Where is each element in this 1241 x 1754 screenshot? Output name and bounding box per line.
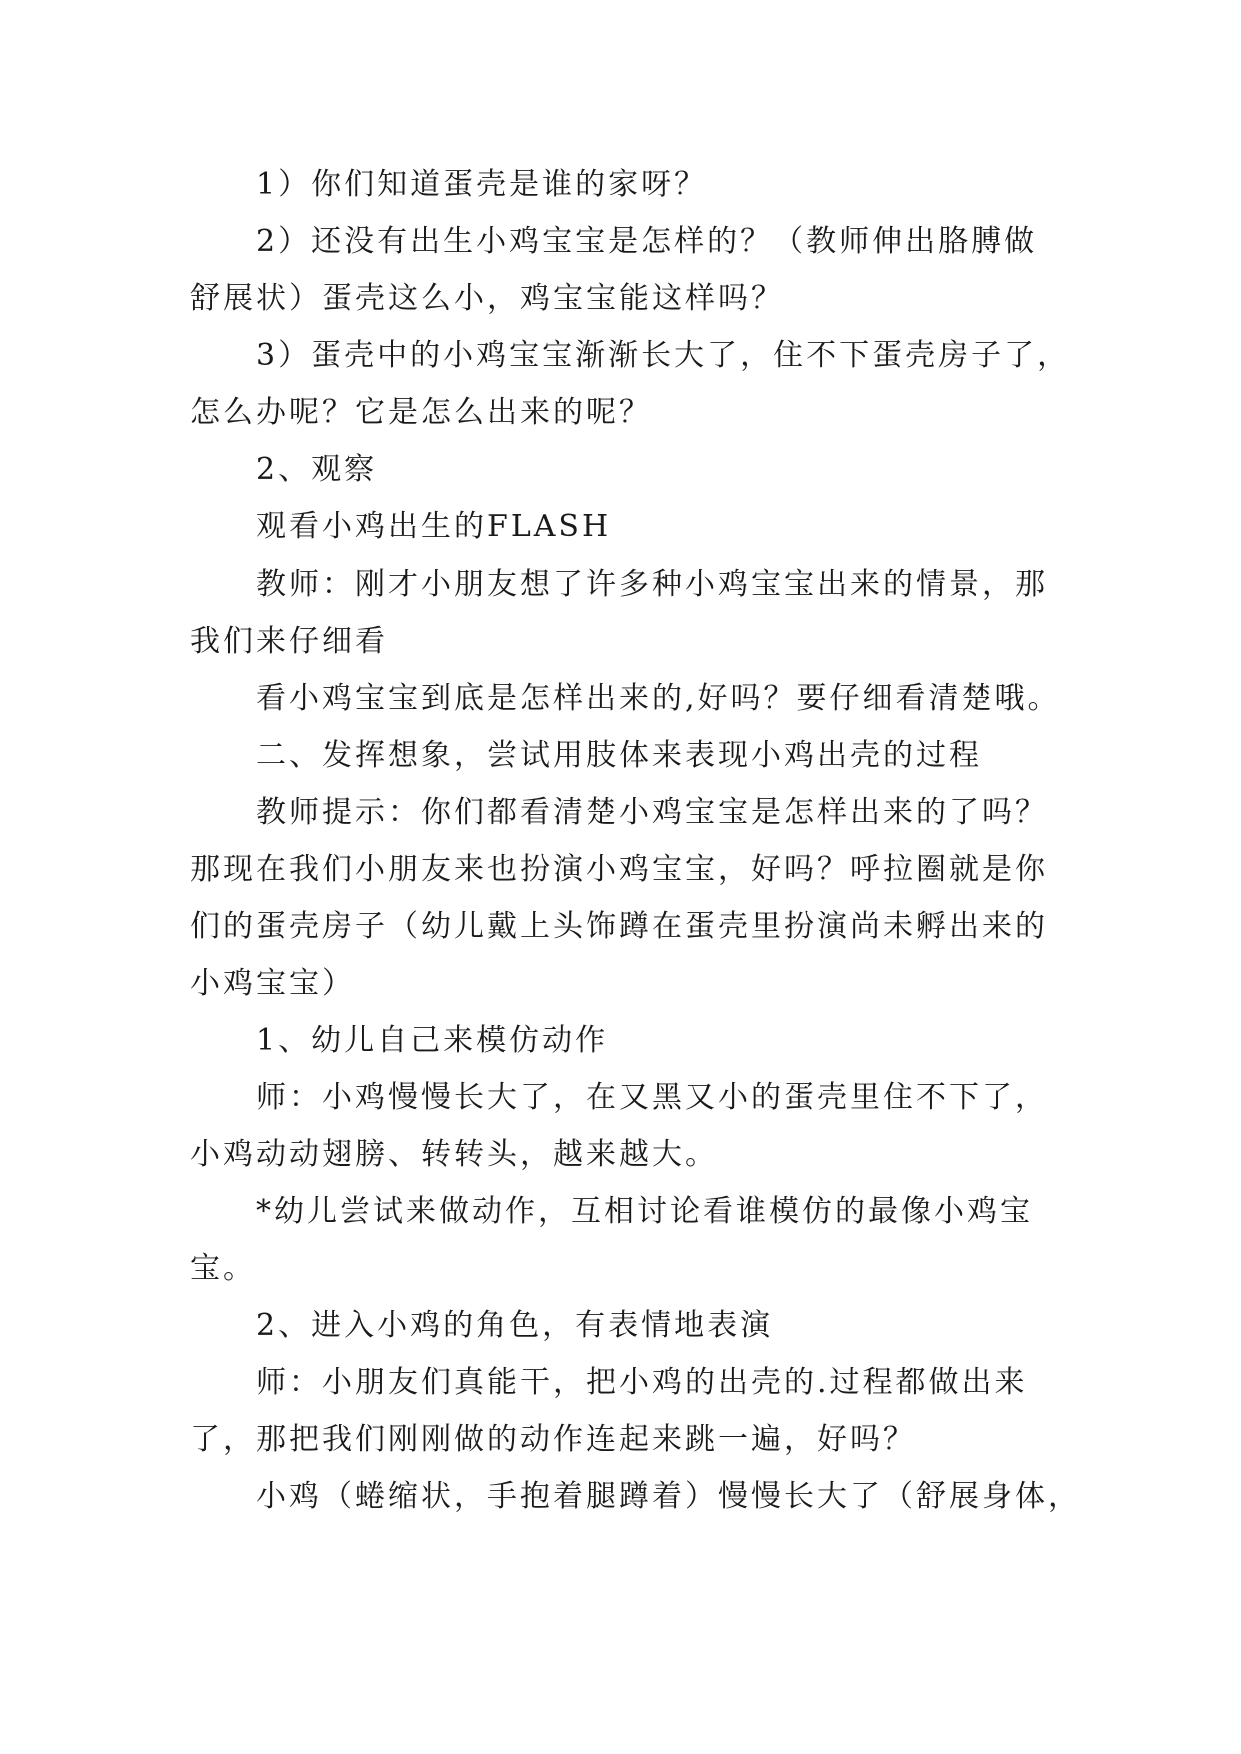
text-line-24: 小鸡（蜷缩状，手抱着腿蹲着）慢慢长大了（舒展身体， bbox=[256, 1479, 1081, 1514]
text-line-17: 师：小鸡慢慢长大了，在又黑又小的蛋壳里住不下了， bbox=[256, 1080, 1048, 1115]
text-line-15: 小鸡宝宝） bbox=[190, 966, 355, 1001]
text-line-18: 小鸡动动翅膀、转转头，越来越大。 bbox=[190, 1137, 718, 1172]
text-line-8: 教师：刚才小朋友想了许多种小鸡宝宝出来的情景，那 bbox=[256, 567, 1048, 602]
text-line-3: 舒展状）蛋壳这么小，鸡宝宝能这样吗？ bbox=[190, 281, 784, 316]
text-line-10: 看小鸡宝宝到底是怎样出来的,好吗？要仔细看清楚哦。 bbox=[256, 681, 1061, 716]
text-line-14: 们的蛋壳房子（幼儿戴上头饰蹲在蛋壳里扮演尚未孵出来的 bbox=[190, 909, 1048, 944]
section-heading-imitate: 1、幼儿自己来模仿动作 bbox=[256, 1023, 609, 1058]
text-line-20: 宝。 bbox=[190, 1251, 256, 1286]
text-line-7: 观看小鸡出生的FLASH bbox=[256, 509, 612, 544]
text-line-1: 1）你们知道蛋壳是谁的家呀？ bbox=[256, 167, 708, 202]
text-line-5: 怎么办呢？它是怎么出来的呢？ bbox=[190, 395, 652, 430]
text-line-9: 我们来仔细看 bbox=[190, 624, 388, 659]
text-line-13: 那现在我们小朋友来也扮演小鸡宝宝，好吗？呼拉圈就是你 bbox=[190, 852, 1048, 887]
text-line-23: 了，那把我们刚刚做的动作连起来跳一遍，好吗？ bbox=[190, 1422, 916, 1457]
text-line-19: *幼儿尝试来做动作，互相讨论看谁模仿的最像小鸡宝 bbox=[256, 1194, 1033, 1229]
text-line-12: 教师提示：你们都看清楚小鸡宝宝是怎样出来的了吗？ bbox=[256, 795, 1048, 830]
text-line-2: 2）还没有出生小鸡宝宝是怎样的？（教师伸出胳膊做 bbox=[256, 224, 1038, 259]
text-line-22: 师：小朋友们真能干，把小鸡的出壳的.过程都做出来 bbox=[256, 1365, 1028, 1400]
section-heading-observe: 2、观察 bbox=[256, 452, 378, 487]
section-heading-role: 2、进入小鸡的角色，有表情地表演 bbox=[256, 1308, 774, 1343]
text-line-4: 3）蛋壳中的小鸡宝宝渐渐长大了，住不下蛋壳房子了， bbox=[256, 338, 1071, 373]
section-heading-imagine: 二、发挥想象，尝试用肢体来表现小鸡出壳的过程 bbox=[256, 738, 982, 773]
